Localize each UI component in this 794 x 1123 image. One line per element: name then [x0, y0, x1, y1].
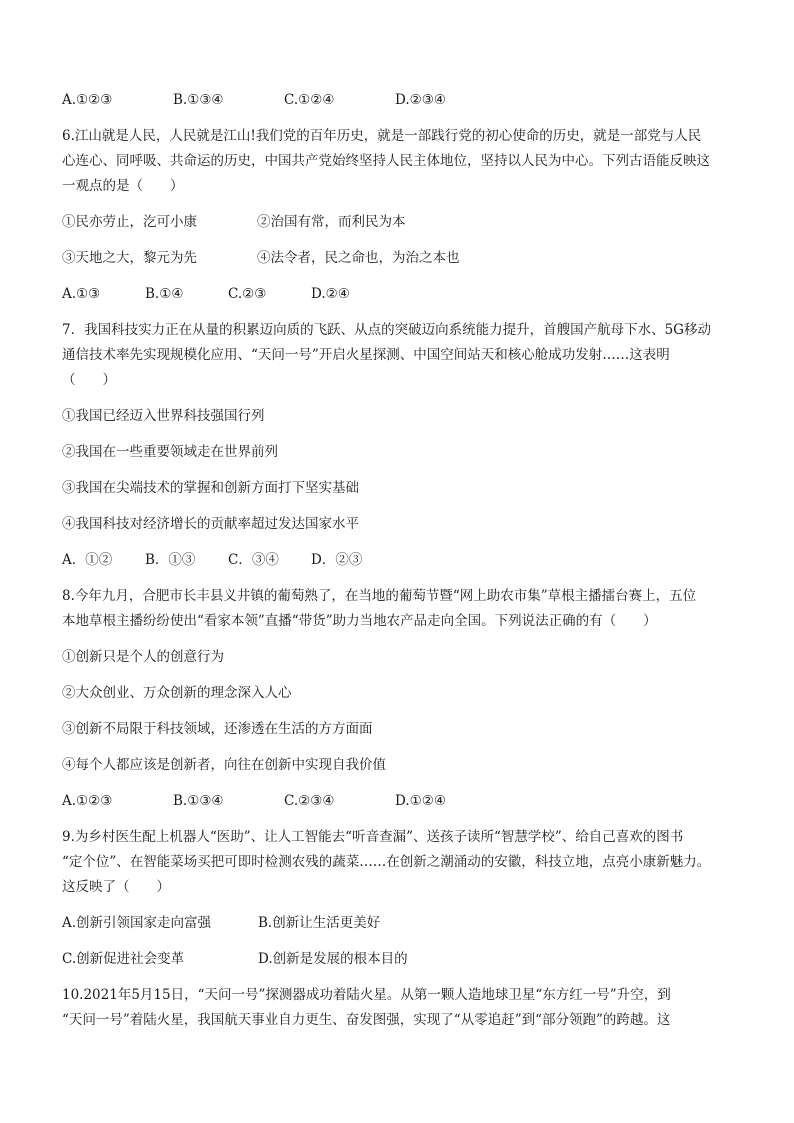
q8-stem-line: 8.今年九月，合肥市长丰县义井镇的葡萄熟了，在当地的葡萄节暨“网上助农市集”草根主播擂台赛上，五位 — [62, 588, 697, 604]
q6-item-3: ③天地之大，黎元为先 — [62, 250, 197, 266]
q8-item-4: ④每个人都应该是创新者，向往在创新中实现自我价值 — [62, 757, 386, 773]
q6-option-a: A.①③ — [62, 286, 101, 302]
q6-stem-line: 心连心、同呼吸、共命运的历史，中国共产党始终坚持人民主体地位，坚持以人民为中心。下列古语能反映这 — [62, 153, 710, 169]
q8-item-2: ②大众创业、万众创新的理念深入人心 — [62, 685, 292, 701]
q10-stem-line: “天问一号”着陆火星，我国航天事业自力更生、奋发图强，实现了“从零追赶”到“部分领跑”的跨越。这 — [62, 1012, 671, 1028]
q7-stem-line: 7．我国科技实力正在从量的积累迈向质的飞跃、从点的突破迈向系统能力提升，首艘国产航母下水、5G移动 — [62, 322, 711, 338]
q8-stem-line: 本地草根主播纷纷使出“看家本领”直播“带货”助力当地农产品走向全国。下列说法正确的有（ ） — [62, 613, 657, 629]
question-10 — [62, 983, 742, 1033]
q6-option-c: C.②③ — [228, 286, 267, 302]
q6-item-4: ④法令者，民之命也，为治之本也 — [257, 250, 460, 266]
q9-option-d: D.创新是发展的根本目的 — [258, 951, 408, 967]
q8-option-d: D.①②④ — [395, 793, 446, 809]
q6-option-d: D.②④ — [311, 286, 350, 302]
q6-stem-line: 一观点的是（ ） — [62, 178, 184, 194]
q5-option-a: A.①②③ — [62, 92, 113, 108]
q6-options — [62, 282, 742, 307]
q7-option-c: C．③④ — [228, 552, 279, 568]
q7-item-1: ①我国已经迈入世界科技强国行列 — [62, 408, 265, 424]
q9-options-row — [62, 947, 742, 972]
q6-item-1: ①民亦劳止，汔可小康 — [62, 214, 197, 230]
q8-option-b: B.①③④ — [173, 793, 224, 809]
q5-options — [62, 88, 742, 113]
q9-option-b: B.创新让生活更美好 — [258, 915, 381, 931]
q8-option-a: A.①②③ — [62, 793, 113, 809]
q9-options-row — [62, 911, 742, 936]
q5-option-b: B.①③④ — [173, 92, 224, 108]
question-7 — [62, 318, 742, 573]
q5-option-c: C.①②④ — [284, 92, 335, 108]
question-9 — [62, 825, 742, 972]
q7-item-4: ④我国科技对经济增长的贡献率超过发达国家水平 — [62, 516, 359, 532]
q8-options — [62, 789, 742, 814]
q9-stem-line: 9.为乡村医生配上机器人“医助”、让人工智能去“听音查漏”、送孩子读所“智慧学校”、给自己喜欢的图书 — [62, 829, 684, 845]
q5-option-d: D.②③④ — [395, 92, 446, 108]
q6-option-b: B.①④ — [145, 286, 184, 302]
q7-options — [62, 548, 742, 573]
q7-option-d: D．②③ — [311, 552, 363, 568]
question-8 — [62, 584, 742, 814]
q7-option-a: A．①② — [62, 552, 113, 568]
q7-stem-line: 通信技术率先实现规模化应用、“天问一号”开启火星探测、中国空间站天和核心舱成功发射……这表明 — [62, 347, 670, 363]
q9-stem-line: “定个位”、在智能菜场买把可即时检测农残的蔬菜……在创新之潮涌动的安徽，科技立地，点亮小康新魅力。 — [62, 854, 711, 870]
q9-stem-line: 这反映了（ ） — [62, 879, 170, 895]
exam-page — [62, 88, 742, 1033]
q6-items-row — [62, 246, 742, 271]
q8-option-c: C.②③④ — [284, 793, 335, 809]
q8-item-1: ①创新只是个人的创意行为 — [62, 649, 224, 665]
q6-item-2: ②治国有常，而利民为本 — [257, 214, 406, 230]
q8-item-3: ③创新不局限于科技领域，还渗透在生活的方方面面 — [62, 721, 373, 737]
question-6 — [62, 124, 742, 307]
q9-option-c: C.创新促进社会变革 — [62, 951, 185, 967]
q7-item-3: ③我国在尖端技术的掌握和创新方面打下坚实基础 — [62, 480, 359, 496]
q9-option-a: A.创新引领国家走向富强 — [62, 915, 212, 931]
q7-option-b: B．①③ — [145, 552, 196, 568]
q6-stem-line: 6.江山就是人民，人民就是江山!我们党的百年历史，就是一部践行党的初心使命的历史，就是一部党与人民 — [62, 128, 702, 144]
q7-stem-line: （ ） — [62, 372, 116, 388]
q10-stem-line: 10.2021年5月15日，“天问一号”探测器成功着陆火星。从第一颗人造地球卫星“东方红一号”升空，到 — [62, 987, 671, 1003]
q6-items-row — [62, 210, 742, 235]
q7-item-2: ②我国在一些重要领域走在世界前列 — [62, 444, 278, 460]
